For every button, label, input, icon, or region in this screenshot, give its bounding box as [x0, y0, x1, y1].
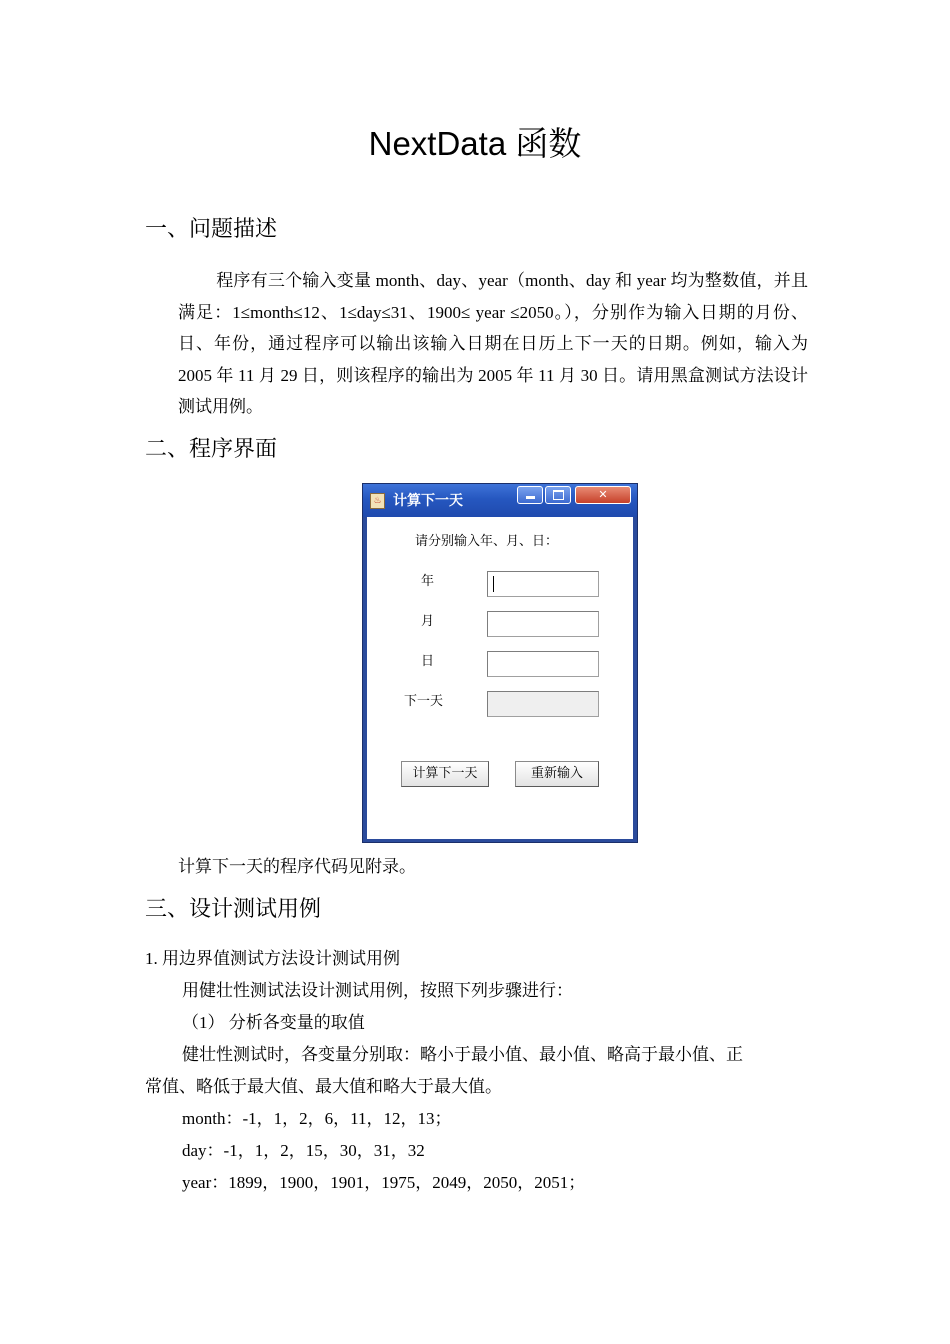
section-heading-interface: 二、程序界面 — [145, 436, 278, 461]
day-label: 日 — [421, 654, 435, 669]
window-titlebar[interactable] — [363, 484, 637, 517]
problem-description-text: 程序有三个输入变量 month、day、year（month、day 和 year 均为整数值，并且满足：1≤month≤12、1≤day≤31、1900≤ year ≤2050。），分别作为输入日期的月份、日、年份，通过程序可以输出该输入日期在日历上下一天的日期。例如，输入为 2005 年 11 月 29 日，则该程序的输出为 2005 年 11 月 30 日。请用黑盒测试方法设计测试用例。 — [178, 271, 808, 416]
robust-method-intro: 用健壮性测试法设计测试用例，按照下列步骤进行： — [182, 981, 573, 1000]
next-day-window — [362, 483, 638, 843]
step-analyze-variables: （1） 分析各变量的取值 — [182, 1013, 365, 1032]
year-label: 年 — [421, 574, 435, 589]
month-label: 月 — [421, 614, 435, 629]
problem-description — [178, 265, 808, 423]
reset-input-button[interactable]: 重新输入 — [515, 761, 599, 787]
java-app-icon: ♨ — [370, 493, 385, 509]
robust-description-line2: 常值、略低于最大值、最大值和略大于最大值。 — [145, 1077, 502, 1096]
year-test-values: year：1899，1900，1901，1975，2049，2050，2051； — [182, 1173, 586, 1192]
close-icon: ✕ — [598, 488, 608, 501]
window-content — [367, 517, 633, 839]
code-appendix-note: 计算下一天的程序代码见附录。 — [178, 857, 416, 876]
next-day-label: 下一天 — [404, 694, 444, 709]
close-button[interactable] — [575, 486, 631, 504]
minimize-button[interactable] — [517, 486, 543, 504]
window-title: 计算下一天 — [393, 493, 463, 509]
minimize-icon — [526, 496, 535, 499]
maximize-icon — [553, 490, 564, 500]
compute-next-day-button[interactable]: 计算下一天 — [401, 761, 489, 787]
input-prompt: 请分别输入年、月、日： — [415, 534, 559, 549]
list-item-boundary-method: 1. 用边界值测试方法设计测试用例 — [145, 949, 400, 968]
section-heading-problem: 一、问题描述 — [145, 216, 278, 241]
next-day-output — [487, 691, 599, 717]
page-title: NextData 函数 — [368, 125, 582, 162]
month-test-values: month：-1，1，2，6，11，12，13； — [182, 1109, 452, 1128]
section-heading-test-cases: 三、设计测试用例 — [145, 896, 322, 921]
text-caret — [493, 576, 494, 592]
maximize-button[interactable] — [545, 486, 571, 504]
robust-description-line1: 健壮性测试时，各变量分别取：略小于最小值、最小值、略高于最小值、正 — [182, 1045, 743, 1064]
day-test-values: day：-1，1，2，15，30，31，32 — [182, 1141, 425, 1160]
year-input[interactable] — [487, 571, 599, 597]
day-input[interactable] — [487, 651, 599, 677]
month-input[interactable] — [487, 611, 599, 637]
